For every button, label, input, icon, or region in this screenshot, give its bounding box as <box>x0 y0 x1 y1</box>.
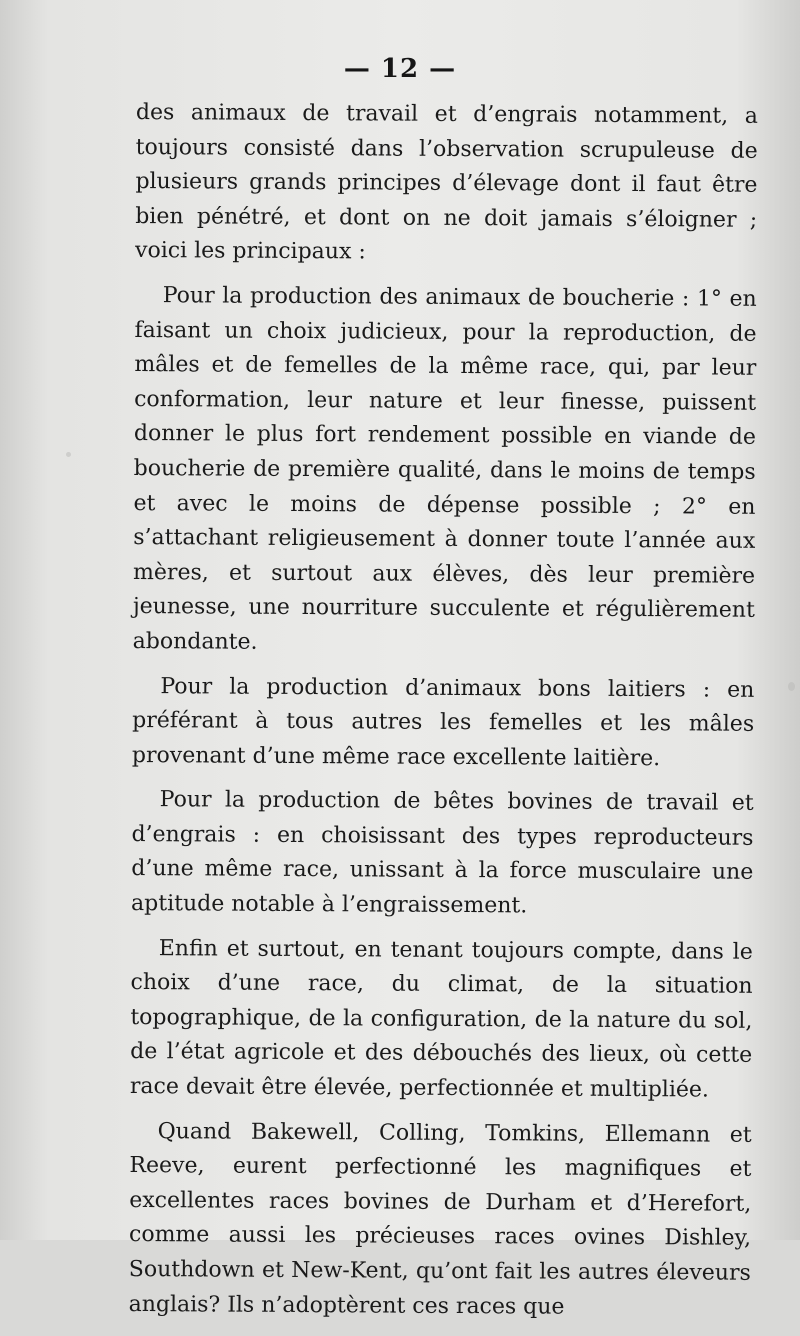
body-text <box>128 96 758 1336</box>
paper-blemish <box>788 682 795 691</box>
paragraph-bovines-travail: Pour la production de bêtes bovines de travail et d’engrais : en choisissant des types reproducteurs d’une même race, unissant à la force musculaire une aptitude notable à l’engraissement. <box>130 787 754 919</box>
paragraph-laitiers: Pour la production d’animaux bons laitiers : en préférant à tous autres les femelles et les mâles provenant d’une même race excellente laitière. <box>131 673 755 771</box>
paragraph-bakewell: Quand Bakewell, Colling, Tomkins, Ellemann et Reeve, eurent perfectionné les magnifiques et excellentes races bovines de Durham et d’Herefort, comme aussi les précieuses races ovines Dishley, Southdown et New-Kent, qu’ont fait les autres éleveurs anglais? Ils n’adoptèrent ces races que <box>128 1118 752 1320</box>
paragraph-continuation: des animaux de travail et d’engrais notamment, a toujours consisté dans l’observation scrupuleuse de plusieurs grands principes d’élevage dont il faut être bien pénétré, et dont on ne doit jamais s’éloigner ; voici les principaux : <box>134 99 758 265</box>
paragraph-boucherie: Pour la production des animaux de boucherie : 1° en faisant un choix judicieux, pour la reproduction, de mâles et de femelles de la même race, qui, par leur conformation, leur nature et leur finesse, puissent donner le plus fort rendement possible en viande de boucherie de première qualité, dans le moins de temps et avec le moins de dépense possible ; 2° en s’attachant religieusement à donner toute l’année aux mères, et surtout aux élèves, dès leur première jeunesse, une nourriture succulente et régulièrement abondante. <box>132 283 757 655</box>
paragraph-choix-race: Enfin et surtout, en tenant toujours compte, dans le choix d’une race, du climat, de la situation topographique, de la configuration, de la nature du sol, de l’état agricole et des débouchés des lieux, où cette race devait être élevée, perfectionnée et multipliée. <box>129 935 753 1103</box>
paper-blemish <box>66 452 71 457</box>
page-number: — 12 — <box>343 54 457 84</box>
